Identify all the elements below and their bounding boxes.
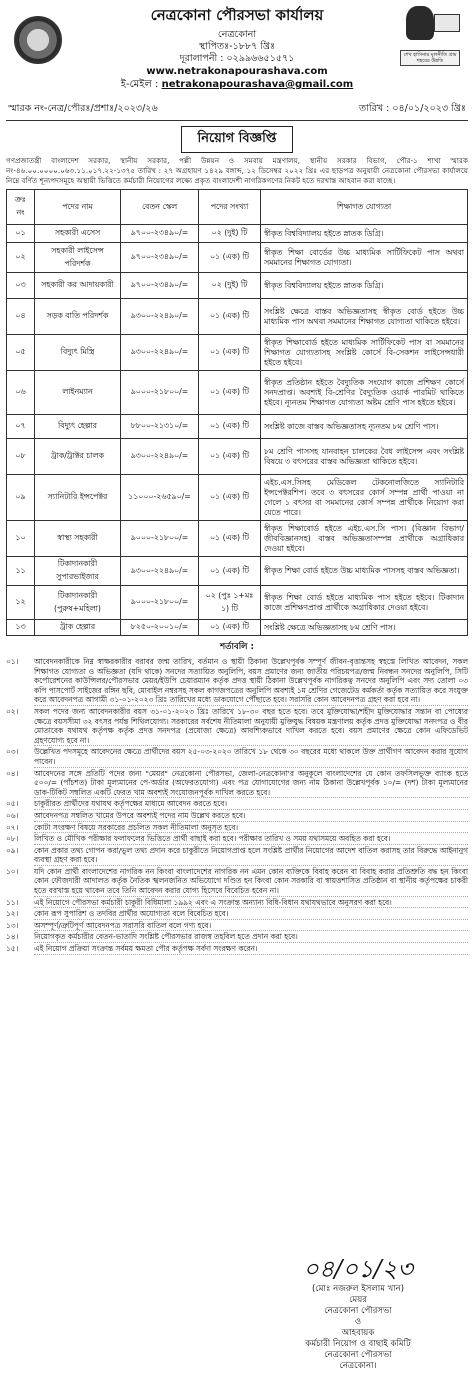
condition-text: কোন প্রকার তথ্য গোপন করা/ভুল তথ্য প্রদান করে চাকুরীতে নিয়োগপ্রাপ্ত হলে সংশ্লিষ্ট প্রার্থীর নিয়োগের আদেশ বাতিল করাসহ তার বিরুদ্ধে আইনানুগ ব্যবস্থা গ্রহণ করা হবে।	[34, 845, 468, 865]
signature-mark: ০৪/০১/২৩	[303, 1255, 413, 1283]
email-line	[6, 78, 468, 91]
cell-post: টিকাদানকারী (পুরুষ+মহিলা)	[35, 586, 121, 620]
condition-text: এই নিয়োগ প্রক্রিয়া সংক্রান্ত সর্বময় ক্ষমতা পৌর কর্তৃপক্ষ সর্বদা সংরক্ষণ করেন।	[34, 944, 468, 955]
notice-title-text: নিয়োগ বিজ্ঞপ্তি	[181, 126, 294, 153]
table-row	[7, 439, 468, 475]
cell-count: ০১ (এক) টি	[199, 439, 261, 475]
condition-item	[6, 657, 468, 706]
cell-qualification: এইচ.এস.সিসহ মেডিকেল টেকনোলজিতে স্যানিটারি ইন্সপেক্টরশিপ। তবে ৩ বৎসরের কোর্স সম্পন্ন প্রার্থী পাওয়া না গেলে ১ বৎসর বা সমমানের কোর্স সম্পন্ন প্রার্থীকে নিয়োগ করা যেতে পারে।	[261, 475, 468, 521]
cell-count: ০১ (এক) টি	[199, 299, 261, 335]
col-header-serial: ক্রঃ নং	[7, 190, 35, 225]
signatory-district: নেত্রকোনা।	[339, 1361, 377, 1371]
signatory-office-2: নেত্রকোনা পৌরসভা	[324, 1350, 392, 1360]
posts-table	[6, 189, 468, 636]
cell-count: ০১ (এক) টি	[199, 371, 261, 415]
cell-qualification: স্বীকৃত শিক্ষা বোর্ড হইতে উচ্চ মাধ্যমিক পাসসহ বাস্তব অভিজ্ঞতা।	[261, 557, 468, 586]
slogan-badge-icon	[434, 14, 460, 32]
cell-post: বিদ্যুৎ হেল্পার	[35, 415, 121, 439]
table-row	[7, 299, 468, 335]
cell-count: ০২ (পুঃ ১+মঃ ১) টি	[199, 586, 261, 620]
signatory-office: নেত্রকোনা পৌরসভা	[324, 1306, 392, 1316]
signature-block	[258, 1254, 458, 1372]
condition-number: ০৮।	[6, 834, 19, 844]
cell-serial: ০৭	[7, 415, 35, 439]
cell-qualification: সংশ্লিষ্ট ক্ষেত্রে বাস্তব অভিজ্ঞতাসহ স্বীকৃত বোর্ড হইতে উচ্চ মাধ্যমিক পাস অথবা সমমানের শিক্ষাগত যোগ্যতা থাকিতে হইবে।	[261, 299, 468, 335]
cell-post: স্যানিটারি ইন্সপেক্টর	[35, 475, 121, 521]
cell-scale: ৯৭০০-২৩৪৯০/=	[121, 243, 199, 273]
cell-scale: ৯০০০-২১৮০০/=	[121, 521, 199, 557]
table-row	[7, 557, 468, 586]
intro-paragraph: গণপ্রজাতন্ত্রী বাংলাদেশ সরকার, স্থানীয় সরকার, পল্লী উন্নয়ন ও সমবায় মন্ত্রণালয়, স্থানীয় সরকার বিভাগ, পৌর-১ শাখা স্মারক নং-৪৬.০০.০০০০.০৬৩.১১.০১৭.২২-১৩৭৫ তারিখ : ২৭ অগ্রহায়ণ ১৪২৯ বঙ্গাব্দ, ১২ ডিসেম্বর ২০২২ খ্রিঃ এর ছাড়পত্র অনুযায়ী নেত্রকোনা পৌরসভা কার্যালয়ে নিম্নে বর্ণিত শূন্যপদসমূহে অস্থায়ী ভিত্তিতে কর্মচারী নিয়োগের লক্ষ্যে প্রকৃত বাংলাদেশী নাগরিকগণের নিকট হতে দরখাস্ত আহবান করা যাচ্ছে।	[6, 156, 468, 185]
signatory-and: ও	[354, 1317, 362, 1327]
cell-serial: ০৯	[7, 475, 35, 521]
table-header-row	[7, 190, 468, 225]
table-row	[7, 475, 468, 521]
col-header-count: পদের সংখ্যা	[199, 190, 261, 225]
cell-count: ০১ (এক) টি	[199, 415, 261, 439]
condition-number: ০২।	[6, 706, 19, 716]
condition-text: যদি কোন প্রার্থী বাংলাদেশের নাগরিক নন কিংবা বাংলাদেশের নাগরিক নন এমন কোন ব্যক্তিকে বিবাহ করেন বা বিবাহ করার প্রতিশ্রুতি বদ্ধ হন কিংবা কোন ফৌজদারী আদালত কর্তৃক নৈতিক স্খলনজনিত অভিযোগে দণ্ডিত হন কিংবা কোন সরকারি বা স্বায়ত্তশাসিত প্রতিষ্ঠান বা স্থানীয় কর্তৃপক্ষের চাকরী হতে বরখাস্ত হয়ে থাকেন তবে তিনি আবেদন করার যোগ্য হিসেবে বিবেচিত হবেন না।	[34, 866, 468, 896]
cell-count: ০১ (এক) টি	[199, 557, 261, 586]
cell-qualification: স্বীকৃত শিক্ষা বোর্ডের উচ্চ মাধ্যমিক সার্টিফিকেট পাস অথবা সমমানের শিক্ষাগত যোগ্যতা।	[261, 243, 468, 273]
condition-number: ১৩।	[6, 920, 19, 930]
signatory-designation: মেয়র	[349, 1295, 367, 1305]
condition-number: ০১।	[6, 657, 19, 666]
condition-item	[6, 867, 468, 897]
table-row	[7, 225, 468, 243]
condition-number: ০৩।	[6, 747, 19, 757]
portrait-icon	[406, 6, 434, 40]
cell-scale: ৯০০০-২১৮০০/=	[121, 371, 199, 415]
condition-number: ১৫।	[6, 944, 19, 954]
condition-text: নিয়োগকৃত কর্মচারীর বেতন-ভাতাদি সংশ্লিষ্ট পৌরসভার রাজস্ব তহবিল হতে প্রদান করা হবে।	[34, 932, 468, 943]
condition-number: ১১।	[6, 897, 19, 907]
condition-item	[6, 811, 468, 822]
cell-scale: ৮২৫০-২০০১০/=	[121, 620, 199, 636]
condition-text: লিখিত ও মৌখিক পরীক্ষার ফলাফলের ভিত্তিতে প্রার্থী বাছাই করা হবে। পরীক্ষার তারিখ ও সময় যথাসময়ে অবহিত করা হবে।	[34, 834, 468, 845]
cell-serial: ০৪	[7, 299, 35, 335]
established-year: স্থাপিতঃ-১৮৮৭ খ্রিঃ	[198, 41, 276, 52]
cell-post: বিদ্যুৎ মিস্ত্রি	[35, 335, 121, 371]
condition-item	[6, 932, 468, 943]
condition-text: আবেদনের সঙ্গে প্রতিটি পদের জন্য "মেয়র" নেত্রকোনা পৌরসভা, জেলা-নেত্রকোনা'র অনুকূলে বাংলাদেশের যে কোন তফসিলভুক্ত ব্যাংক হতে ৫০০/= (পাঁচশত) টাকা মূল্যমানের পে-অর্ডার (অফেরতযোগ্য) এবং পত্র যোগাযোগের জন্য নাম ঠিকানা উল্লেখপূর্বক ১০/= (দশ) টাকা মূল্যমানের ডাক-টিকিট সম্বলিত একটি ফেরত খাম অবশ্যই সংযোজনপূর্বক দাখিল করতে হবে।	[34, 768, 468, 797]
cell-scale: ১১০০০-২৬৫৯০/=	[121, 475, 199, 521]
email-link[interactable]: netrakonapourashava@gmail.com	[161, 79, 354, 90]
condition-number: ১০।	[6, 866, 19, 876]
condition-text: অসম্পূর্ণ/ত্রুটিপূর্ণ আবেদনপত্র সরাসরি বাতিল বলে গণ্য হবে।	[34, 921, 468, 932]
cell-qualification: সংশ্লিষ্ট ক্ষেত্রে অভিজ্ঞতাসহ ৮ম শ্রেণি পাস।	[261, 620, 468, 636]
cell-scale: ৯৭০০-২৩৪৯০/=	[121, 225, 199, 243]
cell-scale: ৯০০০-২১৮০০/=	[121, 586, 199, 620]
memo-date: তারিখ : ০৪/০১/২০২৩ খ্রিঃ	[359, 103, 466, 114]
condition-text: আবেদনকারীকে নিম্ন স্বাক্ষরকারীর বরাবর জন্ম তারিখ, বর্তমান ও স্থায়ী ঠিকানা উল্লেখপূর্বক সম্পূর্ণ জীবন-বৃত্তান্তসহ স্বহস্তে লিখিত আবেদন, সকল শিক্ষাগত যোগ্যতা ও অভিজ্ঞতা (যদি থাকে) সনদের সত্যায়িত অনুলিপি, বয়স প্রমাণের জন্য জাতীয় পরিচয়পত্র/জন্ম নিবন্ধন সনদের অনুলিপি, সিটি কর্পোরেশনের কাউন্সিলর/পৌরসভার মেয়র/ইউপি চেয়ারম্যান কর্তৃক প্রদত্ত স্থায়ী ঠিকানা উল্লেখপূর্বক নাগরিকত্ব সনদের অনুলিপি এবং সদ্য তোলা ০৩ কপি পাসপোর্ট সাইজের রঙ্গিন ছবি, মোবাইল নম্বরসহ সকল কাগজপত্রের অনুলিপি অবশ্যই ১ম শ্রেণির গেজেটেড কর্মকর্তা কর্তৃক সত্যায়িত করে সংযুক্ত করে আবেদনপত্র আগামী ৩১-০১-২০২৩ খ্রিঃ তারিখের মধ্যে ডাকযোগে পৌঁছাতে হবে। সরাসরি কোন আবেদনপত্র গ্রহণ করা হবে না।	[34, 657, 468, 705]
col-header-scale: বেতন স্কেল	[121, 190, 199, 225]
cell-qualification: স্বীকৃত শিক্ষা বোর্ড হইতে মাধ্যমিক পাস হইতে হইবে। টিকাদান কাজে প্রশিক্ষণপ্রাপ্ত প্রার্থীকে অগ্রাধিকার দেওয়া হইবে।	[261, 586, 468, 620]
cell-post: সহকারী কর আদায়কারী	[35, 273, 121, 299]
table-row	[7, 415, 468, 439]
cell-count: ০২ (দুই) টি	[199, 273, 261, 299]
cell-scale: ৯৩০০-২২৪৯০/=	[121, 299, 199, 335]
cell-serial: ০৩	[7, 273, 35, 299]
phone-number: দূরালাপনী : ০২৯৯৬৬৫১৫৭১	[179, 53, 295, 64]
office-title: নেত্রকোনা পৌরসভা কার্যালয়	[150, 6, 324, 24]
cell-qualification: ৮ম শ্রেণি পাসসহ যানবাহন চালকের বৈধ লাইসেন্স এবং সংশ্লিষ্ট বিষয়ে ৩ বৎসরের বাস্তব অভিজ্ঞতা থাকিতে হইবে।	[261, 439, 468, 475]
email-label: ই-মেইল :	[120, 79, 159, 90]
municipality-seal-icon	[14, 16, 62, 64]
col-header-qualification: শিক্ষাগত যোগ্যতা	[261, 190, 468, 225]
office-district: নেত্রকোনা	[217, 29, 257, 40]
table-row	[7, 521, 468, 557]
cell-serial: ০৮	[7, 439, 35, 475]
condition-item	[6, 799, 468, 810]
cell-scale: ৮৮০০-২১৩১০/=	[121, 415, 199, 439]
table-row	[7, 371, 468, 415]
cell-count: ০২ (দুই) টি	[199, 225, 261, 243]
cell-post: লাইনম্যান	[35, 371, 121, 415]
condition-item	[6, 898, 468, 909]
portrait-logo	[400, 6, 460, 66]
cell-post: টিকাদানকারী সুপারভাইজার	[35, 557, 121, 586]
cell-post: ট্রাক হেল্পার	[35, 620, 121, 636]
cell-qualification: স্বীকৃত শিক্ষাবোর্ড হইতে এইচ.এস.সি পাস। (বিজ্ঞান বিভাগ/জীববিজ্ঞানসহ) বাস্তব অভিজ্ঞতাসম্পন্ন প্রার্থীকে অগ্রাধিকার দেওয়া হইবে।	[261, 521, 468, 557]
cell-qualification: স্বীকৃত প্রতিষ্ঠান হইতে বৈদ্যুতিক সংযোগ কাজে প্রশিক্ষণ কোর্সে সনদপ্রাপ্ত। অবশ্যই বি-শ্রেণির বৈদ্যুতিক ওয়ার্ক পারমিট থাকিতে হইবে। ন্যূনতম শিক্ষাগত যোগ্যতা অষ্টম শ্রেণি পাস হইতে হইবে।	[261, 371, 468, 415]
condition-item	[6, 921, 468, 932]
condition-text: উল্লেখিত পদসমূহে আবেদনের ক্ষেত্রে প্রার্থীদের বয়স ২৫-০৩-২০২০ তারিখে ১৮ থেকে ৩০ বছরের মধ্যে থাকলে উক্ত প্রার্থীগণ আবেদন করার সুযোগ পাবেন।	[34, 747, 468, 766]
condition-item	[6, 769, 468, 799]
condition-text: আবেদনপত্র সম্বলিত খামের উপরে অবশ্যই পদের নাম উল্লেখ করতে হবে।	[34, 811, 468, 822]
cell-serial: ০২	[7, 243, 35, 273]
table-row	[7, 335, 468, 371]
condition-number: ০৬।	[6, 810, 19, 820]
condition-item	[6, 909, 468, 920]
condition-number: ০৪।	[6, 768, 19, 778]
condition-text: কোটা সংরক্ষণ বিষয়ে সরকারের প্রচলিত সকল নীতিমালা অনুসৃত হবে।	[34, 823, 468, 834]
condition-number: ০৭।	[6, 822, 19, 832]
cell-scale: ৯৩০০-২২৪৯০/=	[121, 439, 199, 475]
condition-text: কোন রূপ সুপারিশ ও তদবির প্রার্থীর অযোগ্যতা বলে বিবেচিত হবে।	[34, 909, 468, 920]
cell-post: ট্রাক/ট্রাক্টর চালক	[35, 439, 121, 475]
cell-post: সহকারী এসেস	[35, 225, 121, 243]
cell-count: ০১ (এক) টি	[199, 620, 261, 636]
memo-line	[6, 100, 468, 121]
cell-scale: ৯৭০০-২৩৪৯০/=	[121, 273, 199, 299]
cell-serial: ১১	[7, 557, 35, 586]
condition-number: ১৪।	[6, 932, 19, 942]
condition-item	[6, 846, 468, 866]
table-row	[7, 620, 468, 636]
condition-text: এই নিয়োগে পৌরসভা কর্মচারী চাকুরী বিধিমালা ১৯৯২ এবং এ সংক্রান্ত অন্যান্য বিধি-বিধান যথাযথভাবে অনুসরণ করা হবে।	[34, 898, 468, 909]
col-header-post: পদের নাম	[35, 190, 121, 225]
cell-qualification: স্বীকৃত বিশ্ববিদ্যালয় হইতে স্নাতক ডিগ্রি।	[261, 225, 468, 243]
cell-scale: ৯৩০০-২২৪৯০/=	[121, 335, 199, 371]
condition-item	[6, 747, 468, 767]
cell-serial: ০৬	[7, 371, 35, 415]
table-row	[7, 273, 468, 299]
condition-number: ১২।	[6, 909, 19, 919]
slogan-text: শেখ হাসিনার মূলনীতি গ্রাম শহরের উন্নতি	[400, 50, 460, 66]
condition-text: সকল পদের জন্য আবেদনকারীর বয়স ৩১-০১-২০২৩ খ্রিঃ তারিখে ১৮-৩০ বছর হতে হবে। তবে মুক্তিযোদ্ধা/শহীদ মুক্তিযোদ্ধার সন্তান বা পোষ্যের ক্ষেত্রে বয়সসীমা ৩২ বৎসর পর্যন্ত শিথিলযোগ্য। সরকারের সর্বশেষ নীতিমালা অনুযায়ী মুক্তিযুদ্ধ বিষয়ক মন্ত্রণালয় কর্তৃক প্রদত্ত মুক্তিযোদ্ধা সনদপত্র ও বীর মোতাবেক যথাযথ কর্তৃপক্ষ কর্তৃক প্রদত্ত সনদপত্র (প্রযোজ্য ক্ষেত্রে) আবশ্যিকভাবে দাখিল করতে হবে। বয়স প্রমাণের ক্ষেত্রে কোন এফিডেভিট গ্রহণযোগ্য হবে না।	[34, 706, 468, 745]
conditions-title: শর্তাবলি :	[220, 642, 254, 652]
cell-post: সড়ক বাতি পরিদর্শক	[35, 299, 121, 335]
cell-serial: ০১	[7, 225, 35, 243]
cell-count: ০১ (এক) টি	[199, 521, 261, 557]
signatory-name: (মোঃ নজরুল ইসলাম খান)	[311, 1284, 405, 1294]
condition-text: চাকুরীরত প্রার্থীদের যথাযথ কর্তৃপক্ষের মাধ্যমে আবেদন করতে হবে।	[34, 799, 468, 810]
cell-qualification: স্বীকৃত বিশ্ববিদ্যালয় হইতে স্নাতক ডিগ্রি।	[261, 273, 468, 299]
cell-count: ০১ (এক) টি	[199, 475, 261, 521]
cell-qualification: সংশ্লিষ্ট কাজে বাস্তব অভিজ্ঞতাসহ ন্যূনতম ৮ম শ্রেণি পাস।	[261, 415, 468, 439]
signatory-role: আহবায়ক	[341, 1328, 375, 1338]
table-row	[7, 586, 468, 620]
condition-item	[6, 944, 468, 955]
cell-serial: ০৫	[7, 335, 35, 371]
condition-number: ০৯।	[6, 845, 19, 855]
signatory-committee: কর্মচারী নিয়োগ ও বাছাই কমিটি	[305, 1339, 411, 1349]
letterhead	[6, 0, 468, 96]
website-link[interactable]: www.netrakonapourashava.com	[146, 66, 328, 77]
cell-serial: ১২	[7, 586, 35, 620]
condition-item	[6, 707, 468, 746]
cell-scale: ৯৩০০-২২৪৯০/=	[121, 557, 199, 586]
table-row	[7, 243, 468, 273]
condition-item	[6, 823, 468, 834]
memo-number: স্মারক নং-নেত্র/পৌরঃ/প্রশাঃ/২০২৩/২৬	[8, 103, 158, 114]
cell-serial: ১০	[7, 521, 35, 557]
condition-item	[6, 834, 468, 845]
condition-number: ০৫।	[6, 799, 19, 809]
cell-serial: ১৩	[7, 620, 35, 636]
notice-title	[6, 126, 468, 153]
cell-qualification: স্বীকৃত শিক্ষাবোর্ড হইতে মাধ্যমিক সার্টিফিকেট পাস বা সমমানের শিক্ষাগত যোগ্যতাসহ সংশ্লিষ্ট কোর্সে বি-সেকশন লাইসেন্সধারী হইতে হইবে।	[261, 335, 468, 371]
cell-post: সহকারী লাইসেন্স পরিদর্শক	[35, 243, 121, 273]
cell-post: স্বাস্থ্য সহকারী	[35, 521, 121, 557]
cell-count: ০১ (এক) টি	[199, 243, 261, 273]
conditions-list	[6, 657, 468, 955]
cell-count: ০১ (এক) টি	[199, 335, 261, 371]
